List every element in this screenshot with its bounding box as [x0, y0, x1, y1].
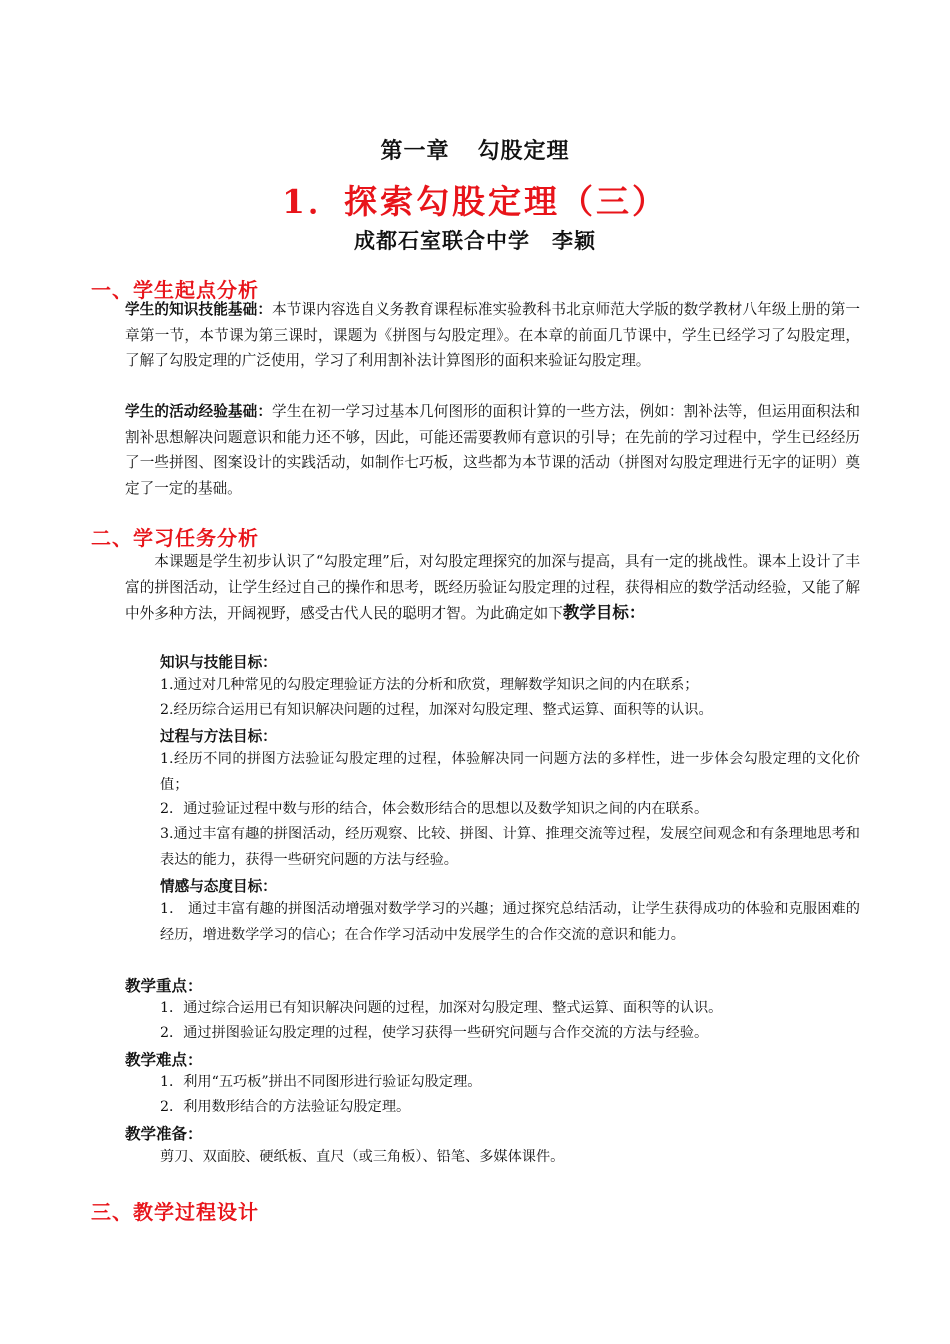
author-line — [0, 225, 950, 255]
teaching-key-title: 教学重点： — [125, 977, 203, 995]
task-analysis-text: 本课题是学生初步认识了“勾股定理”后，对勾股定理探究的加深与提高，具有一定的挑战性。课本上设计了丰富的拼图活动，让学生经过自己的操作和思考，既经历验证勾股定理的过程，获得相应的数学活动经验，又能了解中外多种方法，开阔视野，感受古代人民的聪明才智。为此确定如下 — [125, 553, 860, 622]
list-item: 2．通过验证过程中数与形的结合，体会数形结合的思想以及数学知识之间的内在联系。 — [160, 801, 709, 817]
chapter-heading — [0, 134, 950, 165]
teaching-goals-label: 教学目标： — [562, 603, 646, 622]
knowledge-base-label: 学生的知识技能基础： — [125, 301, 273, 318]
list-item: 1.通过对几种常见的勾股定理验证方法的分析和欣赏，理解数学知识之间的内在联系； — [160, 677, 699, 693]
emotion-goals-title: 情感与态度目标： — [160, 878, 277, 895]
teaching-difficulty-title: 教学难点： — [125, 1051, 203, 1069]
chapter-number: 第一章 — [380, 138, 450, 164]
process-goals-title: 过程与方法目标： — [160, 728, 277, 745]
teaching-prep-title: 教学准备： — [125, 1125, 203, 1143]
lesson-title: 1．探索勾股定理（三） — [282, 182, 668, 221]
list-item: 1． 通过丰富有趣的拼图活动增强对数学学习的兴趣；通过探究总结活动，让学生获得成功的体验和克服困难的经历，增进数学学习的信心；在合作学习活动中发展学生的合作交流的意识和能力。 — [160, 901, 860, 943]
task-analysis-paragraph — [125, 549, 860, 627]
school-name: 成都石室联合中学 — [354, 228, 530, 253]
knowledge-base-text: 本节课内容选自义务教育课程标准实验教科书北京师范大学版的数学教材八年级上册的第一章第一节，本节课为第三课时，课题为《拼图与勾股定理》。在本章的前面几节课中，学生已经学习了勾股定理，了解了勾股定理的广泛使用，学习了利用割补法计算图形的面积来验证勾股定理。 — [125, 301, 860, 369]
chapter-title: 勾股定理 — [477, 138, 570, 164]
section-2-title: 二、学习任务分析 — [91, 526, 259, 550]
activity-base-text: 学生在初一学习过基本几何图形的面积计算的一些方法，例如：割补法等，但运用面积法和割补思想解决问题意识和能力还不够，因此，可能还需要教师有意识的引导；在先前的学习过程中，学生已经经历了一些拼图、图案设计的实践活动，如制作七巧板，这些都为本节课的活动（拼图对勾股定理进行无字的证明）奠定了一定的基础。 — [125, 403, 860, 497]
list-item: 1．利用“五巧板”拼出不同图形进行验证勾股定理。 — [160, 1074, 482, 1090]
knowledge-goals-title: 知识与技能目标： — [160, 654, 277, 671]
author-name: 李颖 — [552, 228, 596, 253]
list-item: 1．通过综合运用已有知识解决问题的过程，加深对勾股定理、整式运算、面积等的认识。 — [160, 1000, 723, 1016]
list-item: 2．通过拼图验证勾股定理的过程，使学习获得一些研究问题与合作交流的方法与经验。 — [160, 1025, 709, 1041]
activity-base-paragraph — [125, 399, 860, 501]
list-item: 1.经历不同的拼图方法验证勾股定理的过程，体验解决同一问题方法的多样性，进一步体会勾股定理的文化价值； — [160, 751, 860, 793]
activity-base-label: 学生的活动经验基础： — [125, 403, 273, 420]
list-item: 2.经历综合运用已有知识解决问题的过程，加深对勾股定理、整式运算、面积等的认识。 — [160, 702, 713, 718]
section-1-title: 一、学生起点分析 — [91, 278, 259, 302]
list-item: 3.通过丰富有趣的拼图活动，经历观察、比较、拼图、计算、推理交流等过程，发展空间观念和有条理地思考和表达的能力，获得一些研究问题的方法与经验。 — [160, 826, 860, 868]
knowledge-base-paragraph — [125, 297, 860, 374]
section-3-title: 三、教学过程设计 — [91, 1200, 259, 1224]
teaching-prep-text: 剪刀、双面胶、硬纸板、直尺（或三角板）、铅笔、多媒体课件。 — [160, 1149, 565, 1165]
list-item: 2．利用数形结合的方法验证勾股定理。 — [160, 1099, 411, 1115]
